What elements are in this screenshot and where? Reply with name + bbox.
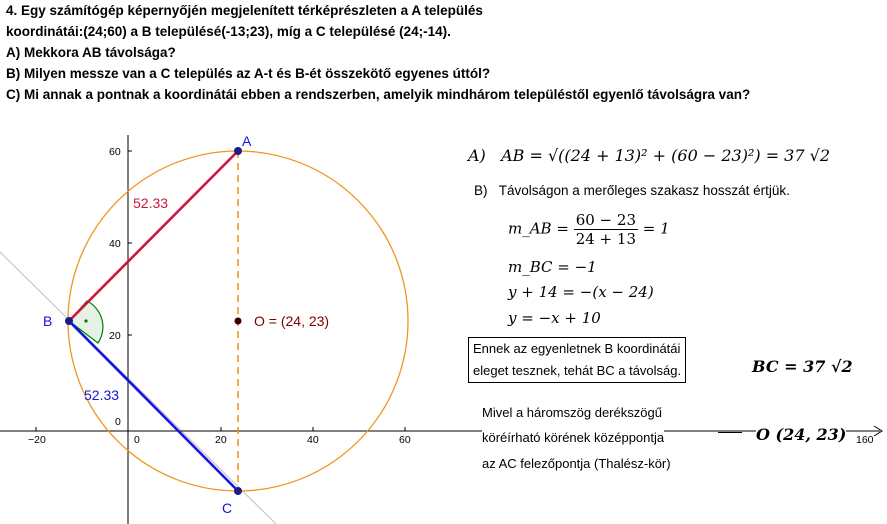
- c-result: O (24, 23): [756, 425, 847, 444]
- line-equation-2: y = −x + 10: [508, 309, 601, 327]
- solution-b-text: [474, 183, 790, 198]
- solution-c-line-3: az AC felezőpontja (Thalész-kör): [482, 456, 671, 471]
- ab-length-label: 52.33: [133, 195, 169, 211]
- x-tick-label: 60: [399, 434, 411, 446]
- solution-c-line-1: Mivel a háromszög derékszögű: [482, 405, 662, 420]
- slope-ab: [508, 211, 670, 248]
- y-tick-label: 20: [109, 330, 121, 342]
- slope-ab-rhs: = 1: [642, 219, 670, 238]
- slope-ab-fraction: [574, 211, 638, 248]
- problem-line-2: koordinátái:(24;60) a B településé(-13;23), míg a C településé (24;-14).: [6, 24, 451, 39]
- point-c: [234, 487, 242, 495]
- solution-a: [468, 146, 830, 165]
- solution-b-description: Távolságon a merőleges szakasz hosszát értjük.: [498, 183, 790, 198]
- x-tick-label: 0: [134, 434, 140, 446]
- segment-bc: [69, 321, 238, 491]
- x-tick-label: 40: [307, 434, 319, 446]
- x-tick-label: 20: [215, 434, 227, 446]
- x-tick-label: −20: [28, 434, 46, 446]
- bc-guide-line: [0, 252, 276, 524]
- conclusion-line-1: Ennek az egyenletnek B koordinátái: [473, 341, 681, 356]
- problem-question-a: A) Mekkora AB távolsága?: [6, 45, 176, 60]
- problem-question-b: B) Milyen messze van a C település az A-t és B-ét összekötő egyenes úttól?: [6, 66, 491, 81]
- segment-ab: [69, 151, 238, 321]
- slope-ab-numerator: 60 − 23: [575, 211, 636, 229]
- point-o: [235, 318, 242, 325]
- c-result-dash: [718, 432, 742, 433]
- bc-length-label: 52.33: [84, 387, 120, 403]
- solution-b-label: B): [474, 183, 488, 198]
- point-b: [65, 317, 73, 325]
- bc-result: BC = 37 √2: [752, 357, 853, 376]
- slope-ab-lhs: m_AB =: [508, 219, 569, 238]
- point-c-label: C: [222, 500, 233, 516]
- point-a: [234, 147, 242, 155]
- point-b-label: B: [43, 313, 53, 329]
- conclusion-line-2: eleget tesznek, tehát BC a távolság.: [473, 363, 682, 378]
- right-angle-dot: [84, 319, 87, 322]
- y-tick-label: 0: [115, 416, 121, 428]
- solution-a-label: A): [468, 146, 486, 165]
- problem-line-1: 4. Egy számítógép képernyőjén megjelenített térképrészleten a A település: [6, 3, 483, 18]
- y-tick-label: 40: [109, 238, 121, 250]
- solution-c-line-2: köréírható körének középpontja: [482, 430, 665, 445]
- problem-question-c: C) Mi annak a pontnak a koordinátái ebben a rendszerben, amelyik mindhárom településtől egyenlő távolságra van?: [6, 87, 751, 102]
- slope-ab-denominator: 24 + 13: [575, 230, 636, 248]
- line-equation-1: y + 14 = −(x − 24): [508, 283, 654, 301]
- center-label: O = (24, 23): [254, 313, 330, 329]
- conclusion-box: [468, 337, 686, 383]
- point-a-label: A: [242, 133, 252, 149]
- x-tick-label: 160: [856, 434, 874, 446]
- slope-bc: m_BC = −1: [508, 258, 597, 276]
- y-tick-label: 60: [109, 146, 121, 158]
- solution-a-formula: AB = √((24 + 13)² + (60 − 23)²) = 37 √2: [501, 146, 830, 165]
